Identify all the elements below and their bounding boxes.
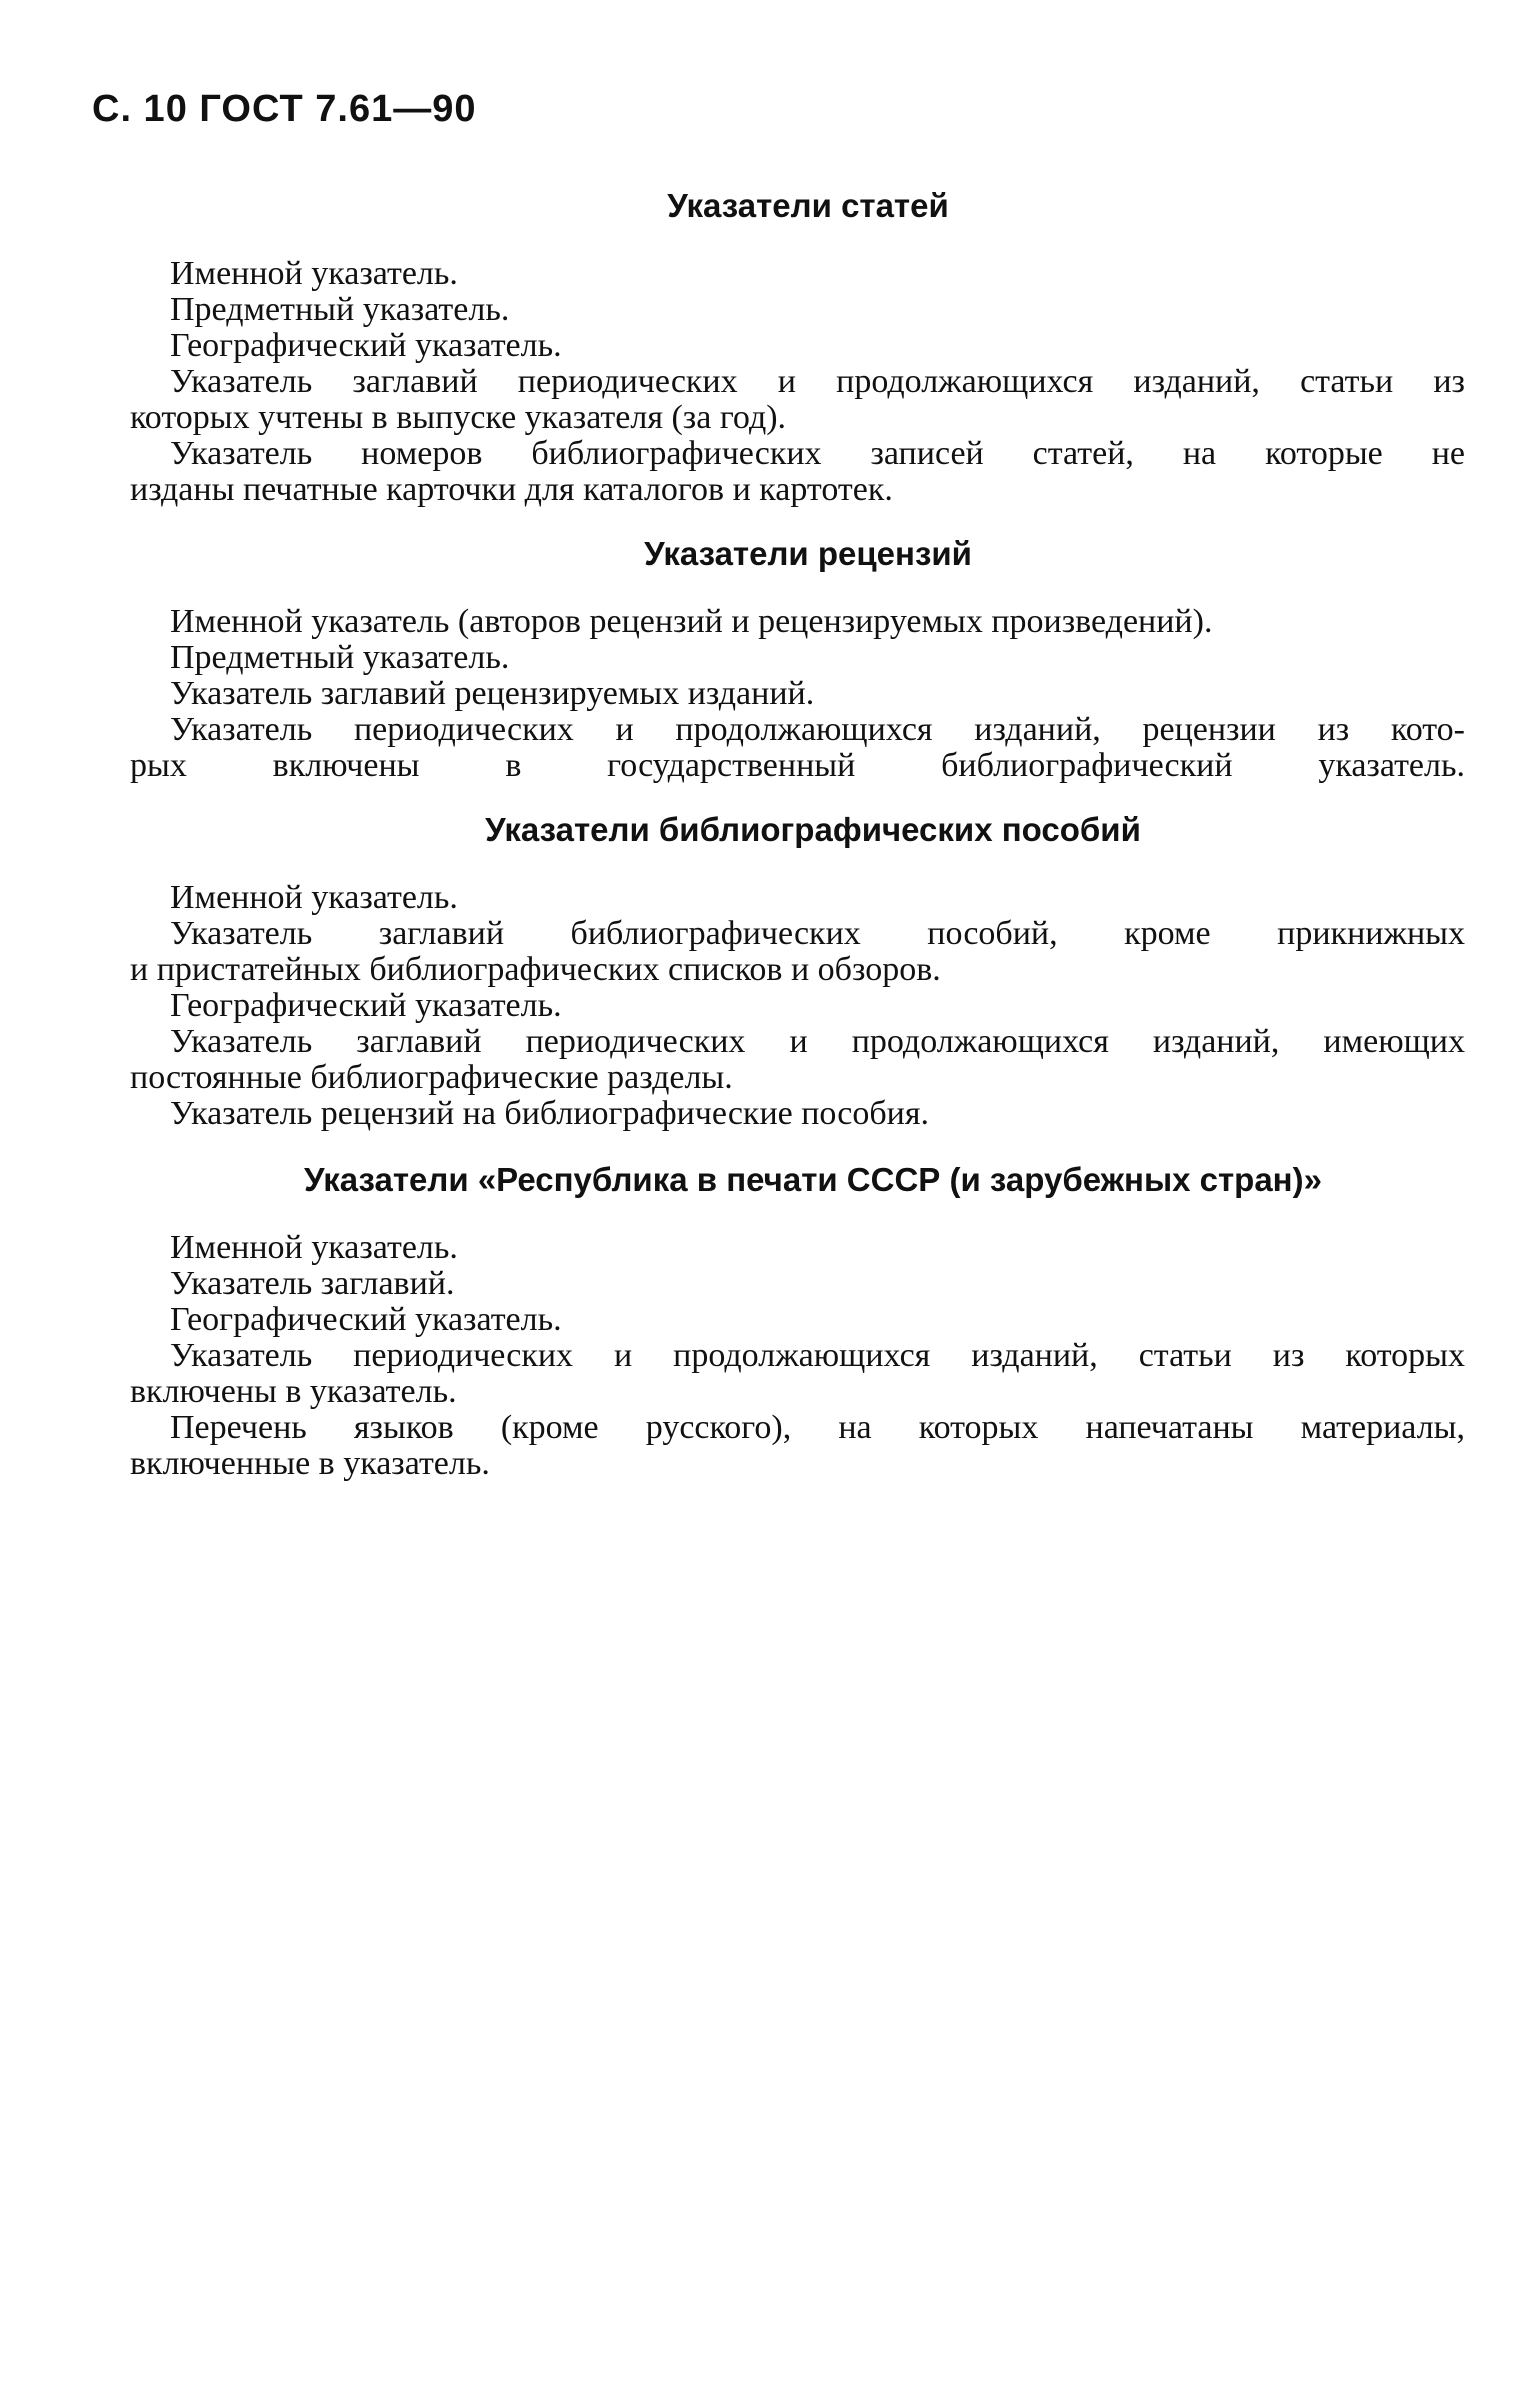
text-line: Предметный указатель. — [170, 291, 510, 328]
text-line: включены в указатель. — [130, 1373, 457, 1410]
text-line: Указатель заглавий периодических и продолжающихся изданий, статьи из — [170, 363, 1465, 400]
text-line: Предметный указатель. — [170, 639, 510, 676]
text-line: Именной указатель. — [170, 255, 458, 292]
paragraph — [0, 640, 1465, 676]
paragraph — [0, 880, 1465, 916]
text-line: Географический указатель. — [170, 987, 562, 1024]
paragraph — [0, 1230, 1465, 1266]
text-line: Указатель рецензий на библиографические пособия. — [170, 1095, 929, 1132]
text-line: Указатель периодических и продолжающихся изданий, рецензии из кото- — [170, 711, 1465, 748]
paragraph — [0, 436, 1465, 508]
text-line: Указатель заглавий библиографических пособий, кроме прикнижных — [170, 915, 1465, 952]
section-bibliographic-aid-indexes — [0, 810, 1536, 1132]
text-line: которых учтены в выпуске указателя (за год). — [130, 399, 787, 436]
paragraph — [0, 1302, 1465, 1338]
text-line: Перечень языков (кроме русского), на которых напечатаны материалы, — [170, 1409, 1465, 1446]
paragraph — [0, 676, 1465, 712]
paragraph — [0, 292, 1465, 328]
section-review-indexes — [0, 534, 1536, 784]
text-line: Указатель заглавий периодических и продолжающихся изданий, имеющих — [170, 1023, 1465, 1060]
text-line: Указатель заглавий рецензируемых изданий. — [170, 675, 815, 712]
text-line: изданы печатные карточки для каталогов и картотек. — [130, 471, 893, 508]
text-line: рых включены в государственный библиографический указатель. — [130, 747, 1465, 784]
paragraph — [0, 364, 1465, 436]
text-line: Указатель заглавий. — [170, 1265, 455, 1302]
text-line: Именной указатель (авторов рецензий и рецензируемых произведений). — [170, 603, 1213, 640]
text-line: и пристатейных библиографических списков и обзоров. — [130, 951, 941, 988]
paragraph — [0, 256, 1465, 292]
paragraph — [0, 712, 1465, 784]
paragraph — [0, 988, 1465, 1024]
text-line: Указатель периодических и продолжающихся изданий, статьи из которых — [170, 1337, 1465, 1374]
text-line: Географический указатель. — [170, 327, 562, 364]
paragraph — [0, 1266, 1465, 1302]
text-line: Географический указатель. — [170, 1301, 562, 1338]
text-line: Указатель номеров библиографических записей статей, на которые не — [170, 435, 1465, 472]
section-title: Указатели рецензий — [644, 535, 972, 572]
paragraph — [0, 916, 1465, 988]
paragraph — [0, 1024, 1465, 1096]
paragraph — [0, 1338, 1465, 1410]
section-title: Указатели «Республика в печати СССР (и зарубежных стран)» — [304, 1161, 1322, 1198]
text-line: постоянные библиографические разделы. — [130, 1059, 733, 1096]
text-line: включенные в указатель. — [130, 1445, 490, 1482]
paragraph — [0, 604, 1465, 640]
section-article-indexes — [0, 186, 1536, 508]
section-title: Указатели библиографических пособий — [485, 811, 1141, 848]
section-republic-in-press-indexes — [0, 1160, 1536, 1482]
section-title: Указатели статей — [667, 187, 949, 224]
text-line: Именной указатель. — [170, 879, 458, 916]
text-line: Именной указатель. — [170, 1229, 458, 1266]
paragraph — [0, 1410, 1465, 1482]
paragraph — [0, 328, 1465, 364]
paragraph — [0, 1096, 1465, 1132]
page-header: С. 10 ГОСТ 7.61—90 — [92, 88, 477, 130]
